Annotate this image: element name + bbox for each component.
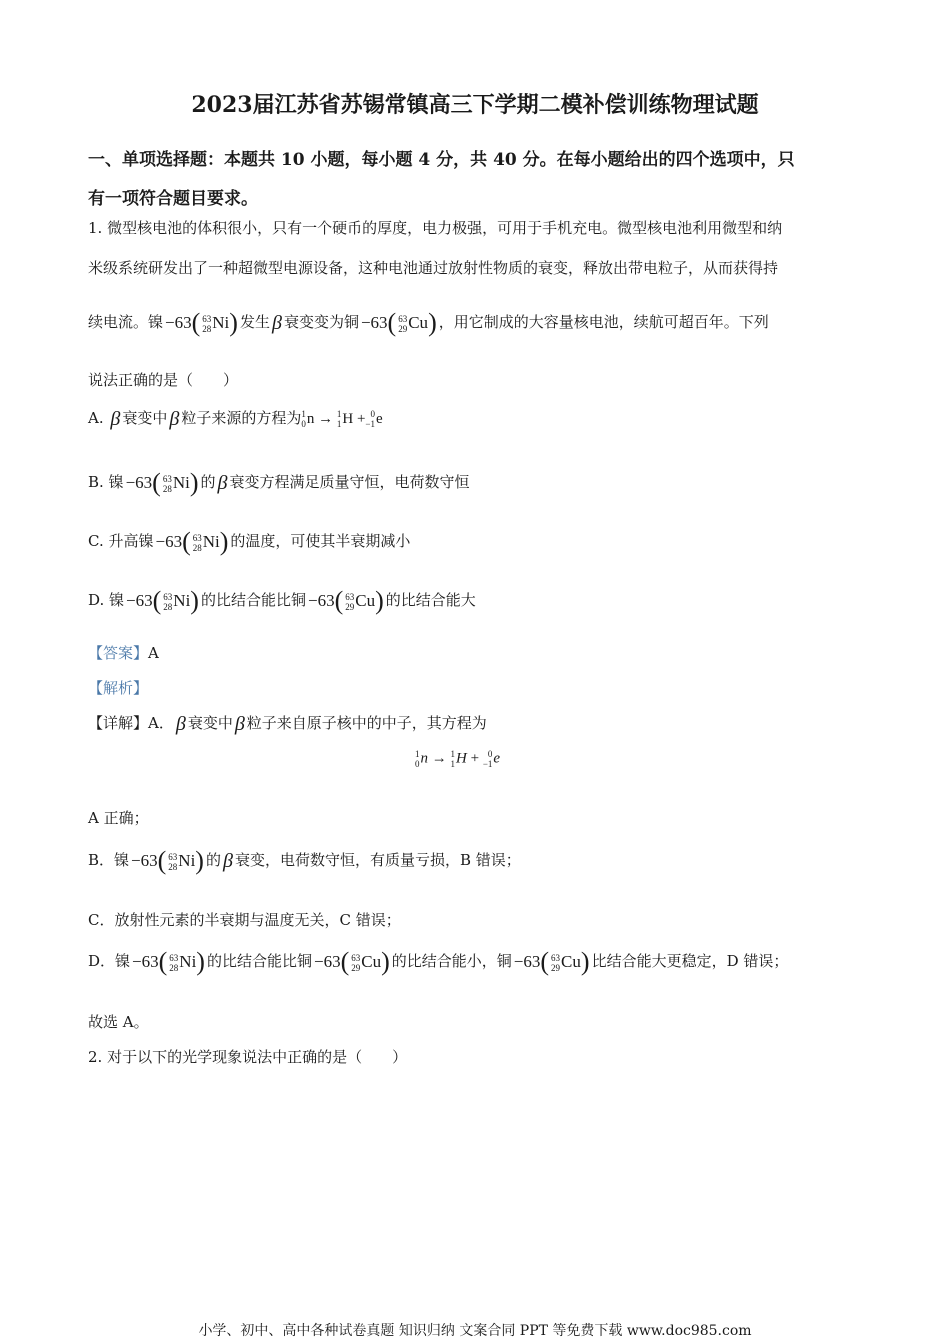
question-1-line3: 续电流。镍 −63( 63 28Ni) 发生 β 衰变变为铜 −63( 63 29Cu) ，用它制成的大容量核电池，续航可超百年。下列 [88, 308, 769, 338]
option-a: A. β 衰变中 β 粒子来源的方程为1 0n → 1 1H + 0 −1e [88, 408, 383, 430]
page-footer: 小学、初中、高中各种试卷真题 知识归纳 文案合同 PPT 等免费下载 www.doc985.com [198, 1323, 752, 1339]
answer-tag: 【答案】 [88, 644, 149, 662]
isotope-cu: −63( 63 29Cu) [513, 947, 590, 977]
decay-equation: 1 0n → 1 1H + 0 −1e [301, 409, 383, 430]
page-title: 2023届江苏省苏锡常镇高三下学期二模补偿训练物理试题 [191, 92, 759, 118]
option-d: D. 镍 −63( 63 28Ni) 的比结合能比铜 −63( 63 29Cu) 的比结合能大 [88, 586, 476, 616]
section-heading-line2: 有一项符合题目要求。 [88, 189, 258, 209]
a-correct: A 正确； [88, 809, 149, 827]
explanation-c: C．放射性元素的半衰期与温度无关，C 错误； [88, 911, 401, 929]
conclusion: 故选 A。 [88, 1013, 149, 1031]
question-1-line2: 米级系统研发出了一种超微型电源设备，这种电池通过放射性物质的衰变，释放出带电粒子，从而获得持 [88, 259, 779, 277]
answer-value: A [148, 644, 159, 662]
explanation-b: B．镍 −63( 63 28Ni) 的 β 衰变，电荷数守恒，有质量亏损，B 错误； [88, 846, 521, 876]
isotope-cu: −63( 63 29Cu) [313, 947, 390, 977]
isotope-ni: −63( 63 28Ni) [165, 308, 238, 338]
detail-line: 【详解】A． β 衰变中 β 粒子来自原子核中的中子，其方程为 [88, 713, 487, 735]
isotope-cu: −63( 63 29Cu) [360, 308, 437, 338]
isotope-ni: −63( 63 28Ni) [155, 527, 229, 557]
question-1-line4: 说法正确的是（ ） [88, 371, 239, 389]
answer-line [88, 643, 159, 663]
isotope-ni: −63( 63 28Ni) [132, 947, 205, 977]
section-heading-line1: 一、单项选择题：本题共 10 小题，每小题 4 分，共 40 分。在每小题给出的四个选项中，只 [88, 150, 795, 170]
analysis-tag: 【解析】 [88, 679, 149, 697]
isotope-ni: −63( 63 28Ni) [131, 846, 204, 876]
explanation-d: D．镍 −63( 63 28Ni) 的比结合能比铜 −63( 63 29Cu) 的比结合能小，铜 −63( 63 29Cu) 比结合能大更稳定，D 错误； [88, 947, 789, 977]
option-c: C. 升高镍 −63( 63 28Ni) 的温度，可使其半衰期减小 [88, 527, 411, 557]
option-b: B. 镍 −63( 63 28Ni) 的 β 衰变方程满足质量守恒，电荷数守恒 [88, 468, 470, 498]
isotope-ni: −63( 63 28Ni) [126, 586, 199, 616]
centered-equation: 1 0n → 1 1H + 0 −1e [415, 748, 501, 769]
isotope-ni: −63( 63 28Ni) [125, 468, 199, 498]
question-2: 2. 对于以下的光学现象说法中正确的是（ ） [88, 1048, 408, 1066]
question-1-line1: 1. 微型核电池的体积很小，只有一个硬币的厚度，电力极强，可用于手机充电。微型核电池利用微型和纳 [88, 219, 783, 237]
isotope-cu: −63( 63 29Cu) [307, 586, 384, 616]
